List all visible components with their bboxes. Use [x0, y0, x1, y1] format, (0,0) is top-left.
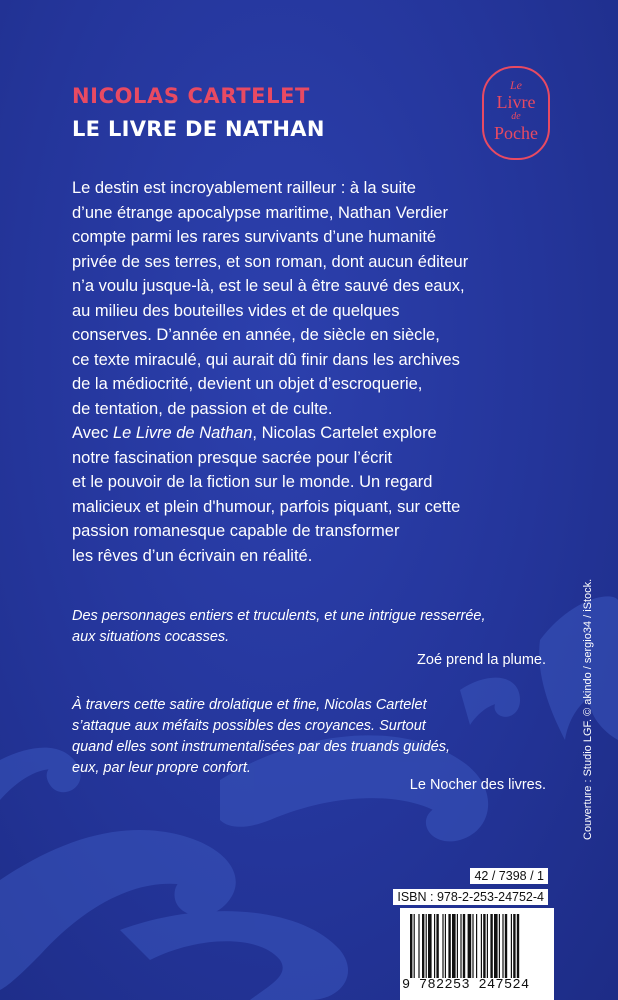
- barcode-bar: [483, 914, 485, 978]
- blurb-line: ce texte miraculé, qui aurait dû finir dans les archives: [72, 350, 460, 369]
- quote-line: aux situations cocasses.: [72, 629, 230, 645]
- blurb-line: d’une étrange apocalypse maritime, Nathan Verdier: [72, 203, 449, 222]
- quote-line: s’attaque aux méfaits possibles des croyances. Surtout: [72, 718, 426, 734]
- logo-line-3: de: [511, 111, 521, 122]
- barcode-bar: [445, 914, 446, 978]
- blurb-line-avec: [72, 421, 562, 446]
- barcode-bar: [481, 914, 482, 978]
- barcode-bar: [410, 914, 412, 978]
- barcode-bar: [452, 914, 456, 978]
- catalog-code: 42 / 7398 / 1: [470, 868, 548, 884]
- review-quote-2: [72, 695, 552, 779]
- quote-line: eux, par leur propre confort.: [72, 760, 251, 776]
- review-source-1: Zoé prend la plume.: [417, 652, 546, 668]
- barcode-bar: [494, 914, 498, 978]
- blurb-line: malicieux et plein d'humour, parfois piquant, sur cette: [72, 497, 461, 516]
- review-source-2: Le Nocher des livres.: [409, 777, 546, 793]
- barcode-bar: [463, 914, 465, 978]
- barcode-bar: [428, 914, 432, 978]
- barcode-bar: [502, 914, 503, 978]
- barcode-bar: [476, 914, 477, 978]
- author-name: NICOLAS CARTELET: [72, 84, 310, 108]
- barcode-bar: [468, 914, 472, 978]
- blurb-line: les rêves d’un écrivain en réalité.: [72, 546, 313, 565]
- blurb-line: notre fascination presque sacrée pour l’écrit: [72, 448, 393, 467]
- book-title: LE LIVRE DE NATHAN: [72, 117, 325, 141]
- quote-line: Des personnages entiers et truculents, et une intrigue resserrée,: [72, 608, 486, 624]
- quote-line: À travers cette satire drolatique et fine, Nicolas Cartelet: [72, 697, 427, 713]
- logo-line-2: Livre: [496, 92, 536, 112]
- blurb-line: au milieu des bouteilles vides et de quelques: [72, 301, 400, 320]
- barcode-bar: [414, 914, 415, 978]
- publisher-logo: [482, 66, 550, 160]
- blurb-line: privée de ses terres, et son roman, dont aucun éditeur: [72, 252, 469, 271]
- barcode-bar: [487, 914, 488, 978]
- review-quote-1: [72, 606, 552, 648]
- blurb-book-title-italic: Le Livre de Nathan: [112, 424, 253, 442]
- barcode-bar: [513, 914, 515, 978]
- barcode-bar: [490, 914, 492, 978]
- barcode-bar: [505, 914, 507, 978]
- blurb-line: et le pouvoir de la fiction sur le monde. Un regard: [72, 473, 433, 491]
- barcode-bar: [460, 914, 461, 978]
- barcode-bar: [499, 914, 500, 978]
- blurb-line: passion romanesque capable de transformer: [72, 522, 400, 540]
- blurb-line: n’a voulu jusque-là, est le seul à être sauvé des eaux,: [72, 277, 465, 295]
- isbn-number: ISBN : 978-2-253-24752-4: [393, 889, 548, 905]
- barcode-bar: [436, 914, 438, 978]
- cover-credit: Couverture : Studio LGF. © akindo / sergio34 / iStock.: [582, 578, 594, 840]
- barcode-bar: [426, 914, 427, 978]
- quote-line: quand elles sont instrumentalisées par des truands guidés,: [72, 739, 451, 755]
- barcode-bar: [422, 914, 424, 978]
- blurb-avec-after: , Nicolas Cartelet explore: [252, 424, 437, 442]
- barcode-bar: [457, 914, 458, 978]
- blurb-text: [72, 176, 562, 568]
- barcode-bar: [434, 914, 435, 978]
- barcode-bar: [418, 914, 419, 978]
- blurb-line: compte parmi les rares survivants d’une humanité: [72, 228, 437, 246]
- barcode-panel: [400, 908, 554, 1000]
- blurb-avec-before: Avec: [72, 424, 113, 442]
- blurb-line: de tentation, de passion et de culte.: [72, 399, 333, 418]
- barcode-bar: [472, 914, 473, 978]
- logo-line-4: Poche: [494, 123, 538, 143]
- barcode-digits: 9 782253 247524: [402, 978, 530, 993]
- barcode-icon: [410, 914, 550, 978]
- barcode-bar: [517, 914, 519, 978]
- barcode-bar: [448, 914, 450, 978]
- barcode-bar: [442, 914, 443, 978]
- blurb-line: de la médiocrité, devient un objet d’escroquerie,: [72, 375, 423, 393]
- blurb-line: Le destin est incroyablement railleur : à la suite: [72, 179, 416, 197]
- blurb-line: conserves. D’année en année, de siècle en siècle,: [72, 326, 440, 344]
- barcode-bar: [511, 914, 512, 978]
- logo-line-1: Le: [510, 78, 522, 92]
